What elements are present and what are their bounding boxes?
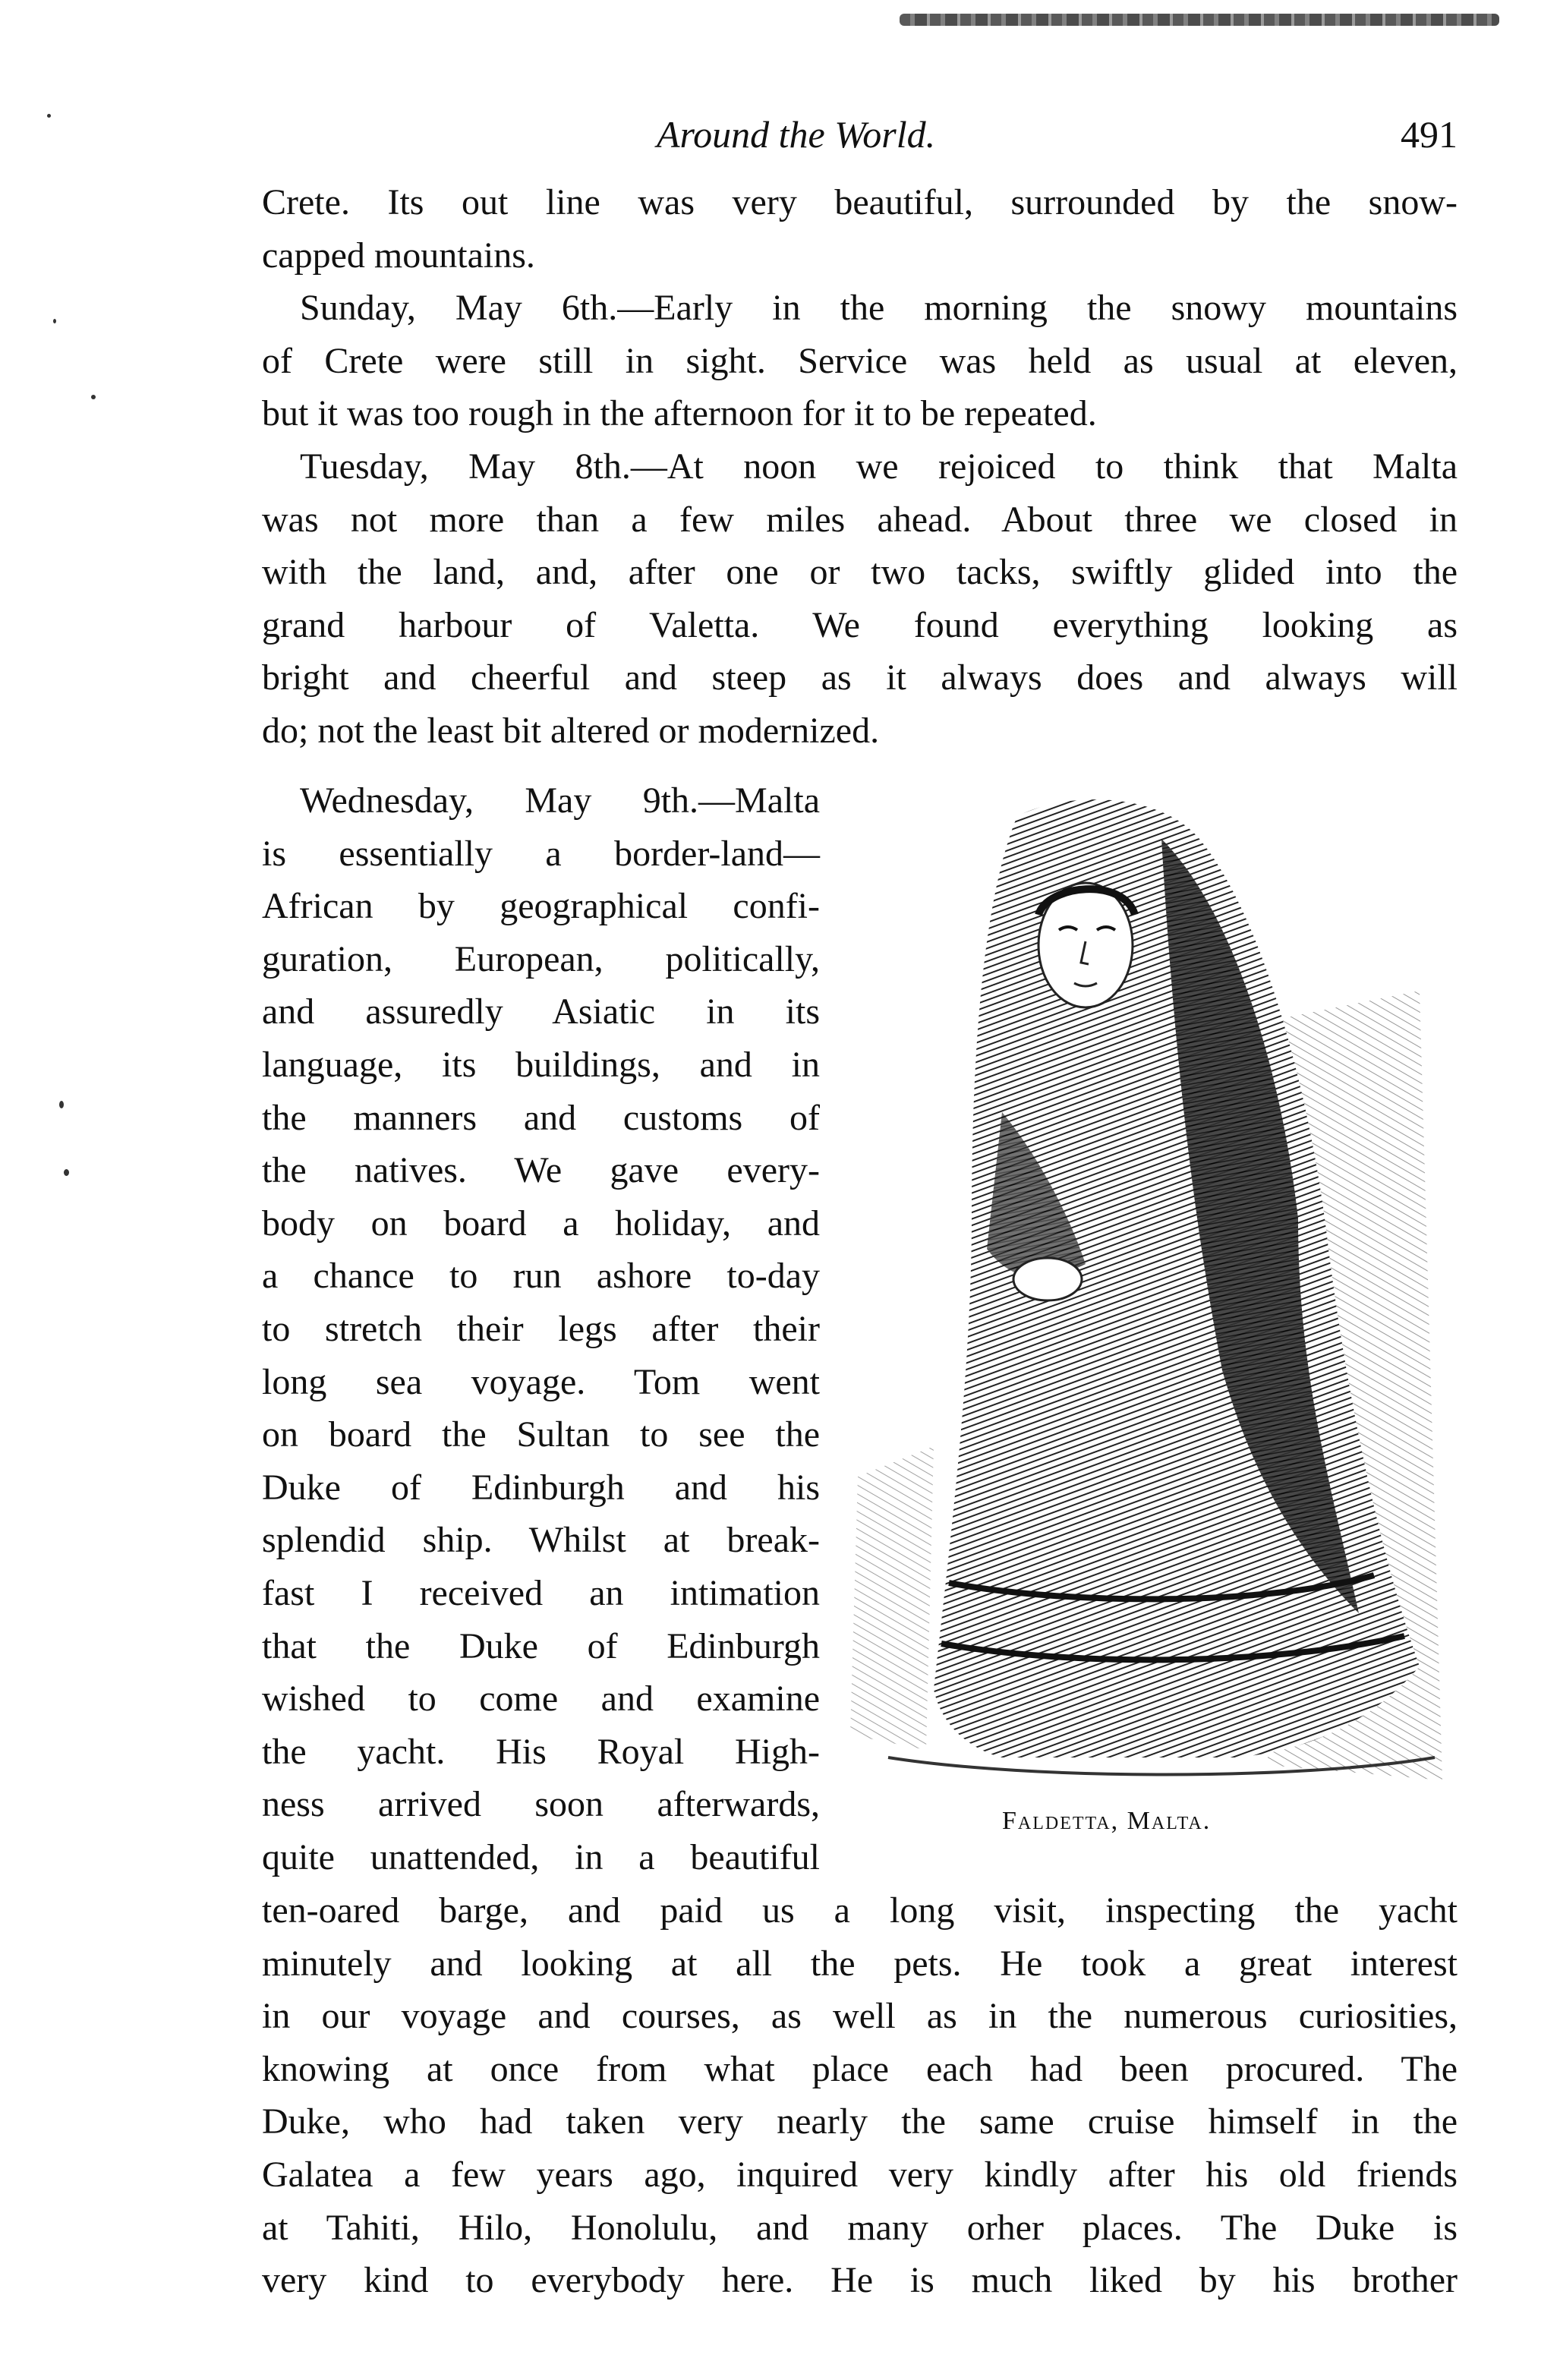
text-line: ness arrived soon afterwards, xyxy=(262,1784,820,1825)
text-line: Duke, who had taken very nearly the same cruise himself in the xyxy=(262,2101,1458,2142)
text-line: on board the Sultan to see the xyxy=(262,1414,820,1455)
text-line: a chance to run ashore to-day xyxy=(262,1256,820,1297)
text-line: knowing at once from what place each had been procured. The xyxy=(262,2048,1458,2089)
text-line: the manners and customs of xyxy=(262,1097,820,1138)
print-speck xyxy=(59,1101,64,1108)
text-line: was not more than a few miles ahead. About three we closed in xyxy=(262,499,1458,540)
text-line: fast I received an intimation xyxy=(262,1572,820,1613)
print-speck xyxy=(64,1169,69,1176)
text-line: long sea voyage. Tom went xyxy=(262,1361,820,1402)
text-line: that the Duke of Edinburgh xyxy=(262,1625,820,1666)
text-line: capped mountains. xyxy=(262,235,535,276)
print-speck xyxy=(91,395,96,399)
print-speck xyxy=(53,319,56,323)
text-line: bright and cheerful and steep as it always does and always will xyxy=(262,657,1458,698)
faldetta-illustration xyxy=(843,793,1458,1841)
text-line: Duke of Edinburgh and his xyxy=(262,1467,820,1508)
text-line: Sunday, May 6th.—Early in the morning the snowy mountains xyxy=(300,288,1458,329)
text-line: to stretch their legs after their xyxy=(262,1308,820,1349)
text-line: Galatea a few years ago, inquired very kindly after his old friends xyxy=(262,2154,1458,2195)
bottom-text-block xyxy=(262,1884,1458,2307)
top-text-block xyxy=(262,176,1458,758)
text-line: splendid ship. Whilst at break- xyxy=(262,1520,820,1561)
text-line: wished to come and examine xyxy=(262,1679,820,1720)
text-line: Wednesday, May 9th.—Malta xyxy=(300,780,820,821)
engraving-figure xyxy=(843,793,1458,1841)
text-line: the natives. We gave every- xyxy=(262,1150,820,1191)
text-line: African by geographical confi- xyxy=(262,886,820,927)
print-speck xyxy=(47,114,51,118)
page-number: 491 xyxy=(1401,113,1458,156)
text-line: Tuesday, May 8th.—At noon we rejoiced to think that Malta xyxy=(300,446,1458,487)
text-line: and assuredly Asiatic in its xyxy=(262,991,820,1032)
text-line: grand harbour of Valetta. We found everything looking as xyxy=(262,604,1458,645)
text-line: quite unattended, in a beautiful xyxy=(262,1836,820,1877)
text-line: minutely and looking at all the pets. He took a great interest xyxy=(262,1943,1458,1984)
figure-caption: Faldetta, Malta. xyxy=(1002,1807,1212,1835)
text-line: at Tahiti, Hilo, Honolulu, and many orher places. The Duke is xyxy=(262,2207,1458,2248)
text-line: Crete. Its out line was very beautiful, surrounded by the snow- xyxy=(262,182,1458,222)
page-header xyxy=(262,112,1458,158)
text-line: the yacht. His Royal High- xyxy=(262,1731,820,1772)
text-line: is essentially a border-land— xyxy=(262,833,820,874)
text-line: ten-oared barge, and paid us a long visit, inspecting the yacht xyxy=(262,1890,1458,1931)
text-line: of Crete were still in sight. Service was held as usual at eleven, xyxy=(262,340,1458,381)
running-title: Around the World. xyxy=(657,113,936,156)
column-text-block xyxy=(262,774,820,1884)
top-edge-print-mark xyxy=(900,14,1499,26)
text-line: in our voyage and courses, as well as in the numerous curiosities, xyxy=(262,1996,1458,2037)
text-line: body on board a holiday, and xyxy=(262,1203,820,1244)
text-line: language, its buildings, and in xyxy=(262,1044,820,1085)
text-line: guration, European, politically, xyxy=(262,938,820,979)
text-line: do; not the least bit altered or modernized. xyxy=(262,710,880,751)
text-line: with the land, and, after one or two tacks, swiftly glided into the xyxy=(262,552,1458,593)
text-line: but it was too rough in the afternoon for it to be repeated. xyxy=(262,393,1097,434)
text-line: very kind to everybody here. He is much liked by his brother xyxy=(262,2260,1458,2301)
